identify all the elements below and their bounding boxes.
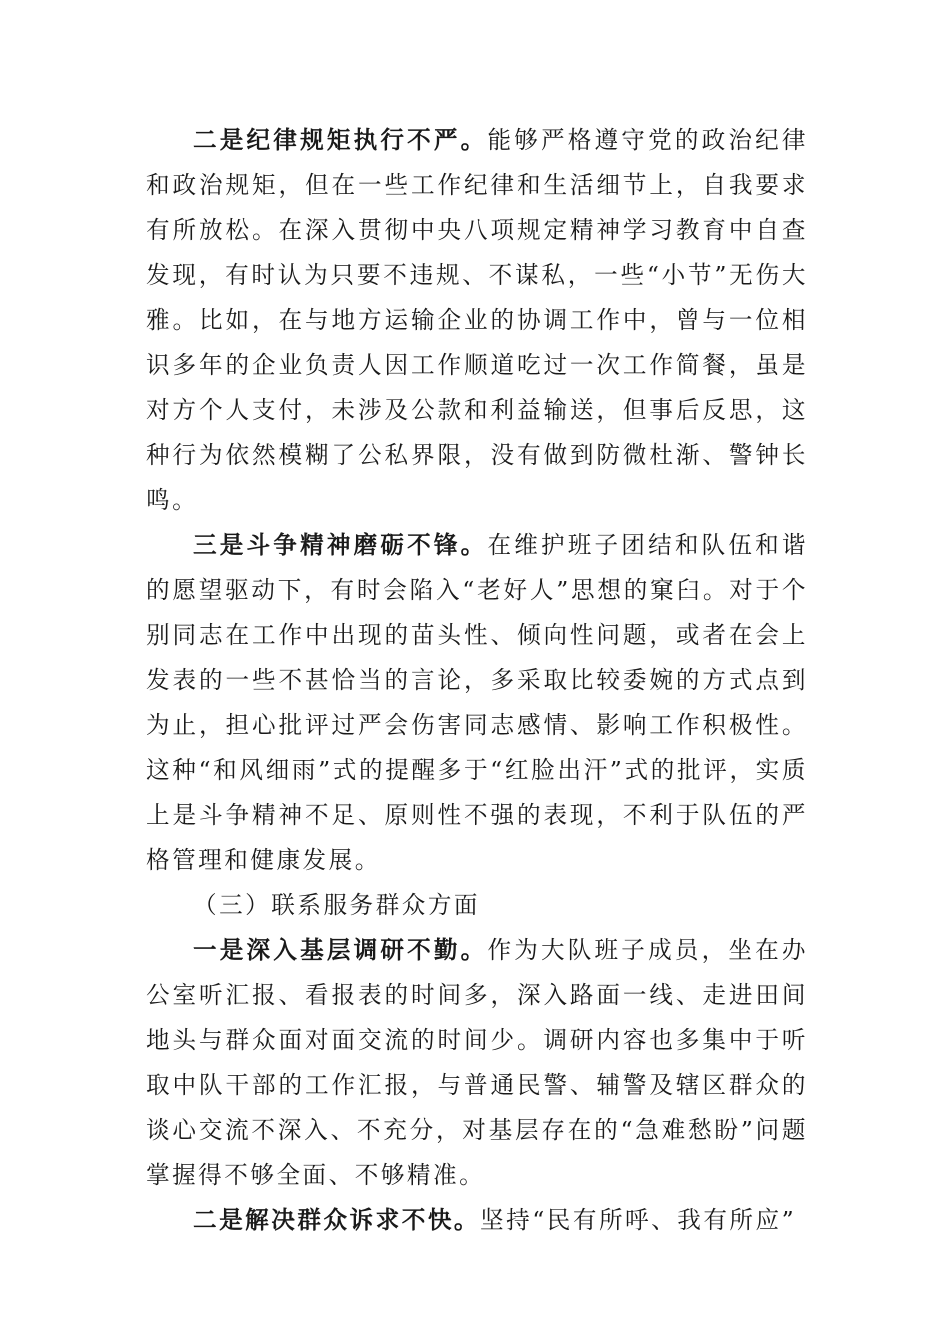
paragraph-discipline [146,118,808,523]
paragraph-body: 在维护班子团结和队伍和谐的愿望驱动下，有时会陷入“老好人”思想的窠臼。对于个别同志在工作中出现的苗头性、倾向性问题，或者在会上发表的一些不甚恰当的言论，多采取比较委婉的方式点到为止，担心批评过严会伤害同志感情、影响工作积极性。这种“和风细雨”式的提醒多于“红脸出汗”式的批评，实质上是斗争精神不足、原则性不强的表现，不利于队伍的严格管理和健康发展。 [146,531,808,874]
paragraph-lead: 二是纪律规矩执行不严。 [193,126,488,154]
paragraph-lead: 三是斗争精神磨砺不锋。 [193,531,488,559]
paragraph-public-demands [146,1198,808,1243]
paragraph-body: 坚持“民有所呼、我有所应” [480,1206,797,1234]
paragraph-grassroots-research [146,928,808,1198]
document-page [146,118,808,1243]
paragraph-lead: 二是解决群众诉求不快。 [193,1206,481,1234]
section-heading: （三）联系服务群众方面 [193,891,481,919]
paragraph-lead: 一是深入基层调研不勤。 [193,936,488,964]
paragraph-body: 作为大队班子成员，坐在办公室听汇报、看报表的时间多，深入路面一线、走进田间地头与群众面对面交流的时间少。调研内容也多集中于听取中队干部的工作汇报，与普通民警、辅警及辖区群众的谈心交流不深入、不充分，对基层存在的“急难愁盼”问题掌握得不够全面、不够精准。 [146,936,808,1189]
paragraph-struggle-spirit [146,523,808,883]
paragraph-body: 能够严格遵守党的政治纪律和政治规矩，但在一些工作纪律和生活细节上，自我要求有所放松。在深入贯彻中央八项规定精神学习教育中自查发现，有时认为只要不违规、不谋私，一些“小节”无伤大雅。比如，在与地方运输企业的协调工作中，曾与一位相识多年的企业负责人因工作顺道吃过一次工作简餐，虽是对方个人支付，未涉及公款和利益输送，但事后反思，这种行为依然模糊了公私界限，没有做到防微杜渐、警钟长鸣。 [146,126,808,514]
